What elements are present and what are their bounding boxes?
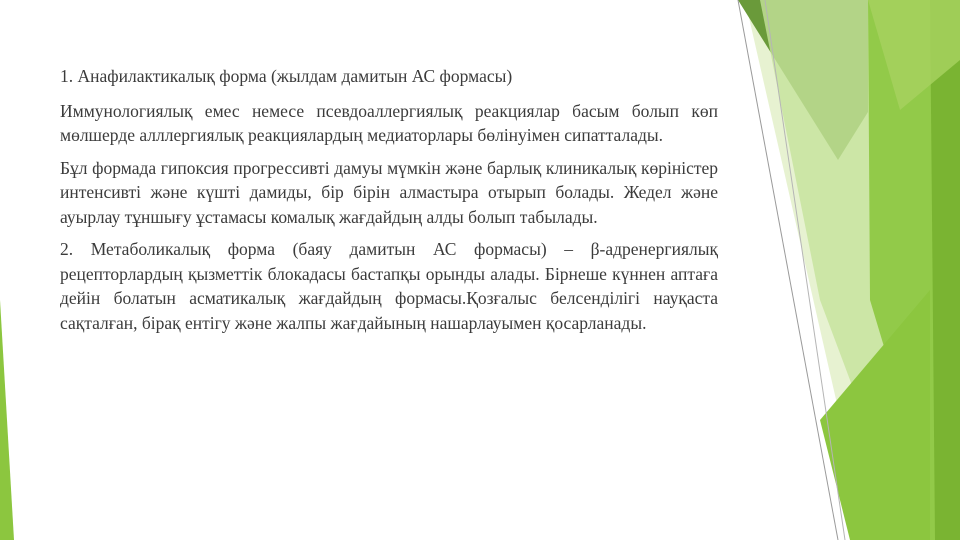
slide-heading: 1. Анафилактикалық форма (жылдам дамитын АС формасы) — [60, 66, 513, 86]
paragraph-1: Иммунологиялық емес немесе псевдоаллергиялық реакциялар басым болып көп мөлшерде алллергиялық реакциялардың медиаторлары бөлінуімен сипатталады. — [60, 100, 718, 145]
slide-content — [60, 64, 718, 343]
paragraph-2: Бұл формада гипоксия прогрессивті дамуы мүмкін және барлық клиникалық көріністер интенсивті және күшті дамиды, бір бірін алмастыра отырып болады. Жедел және ауырлау тұншығу ұстамасы комалық жағдайдың алды болып табылады. — [60, 157, 718, 227]
paragraph-3: 2. Метаболикалық форма (баяу дамитын АС формасы) – β-адренергиялық рецепторлардың қызметтік блокадасы бастапқы орынды алады. Бірнеше күннен аптаға дейін болатын асматикалық жағдайдың формасы.Қозғалыс белсенділігі науқаста сақталған, бірақ ентігу және жалпы жағдайының нашарлауымен қосарланады. — [60, 239, 718, 333]
left-sliver-shape — [0, 300, 14, 540]
